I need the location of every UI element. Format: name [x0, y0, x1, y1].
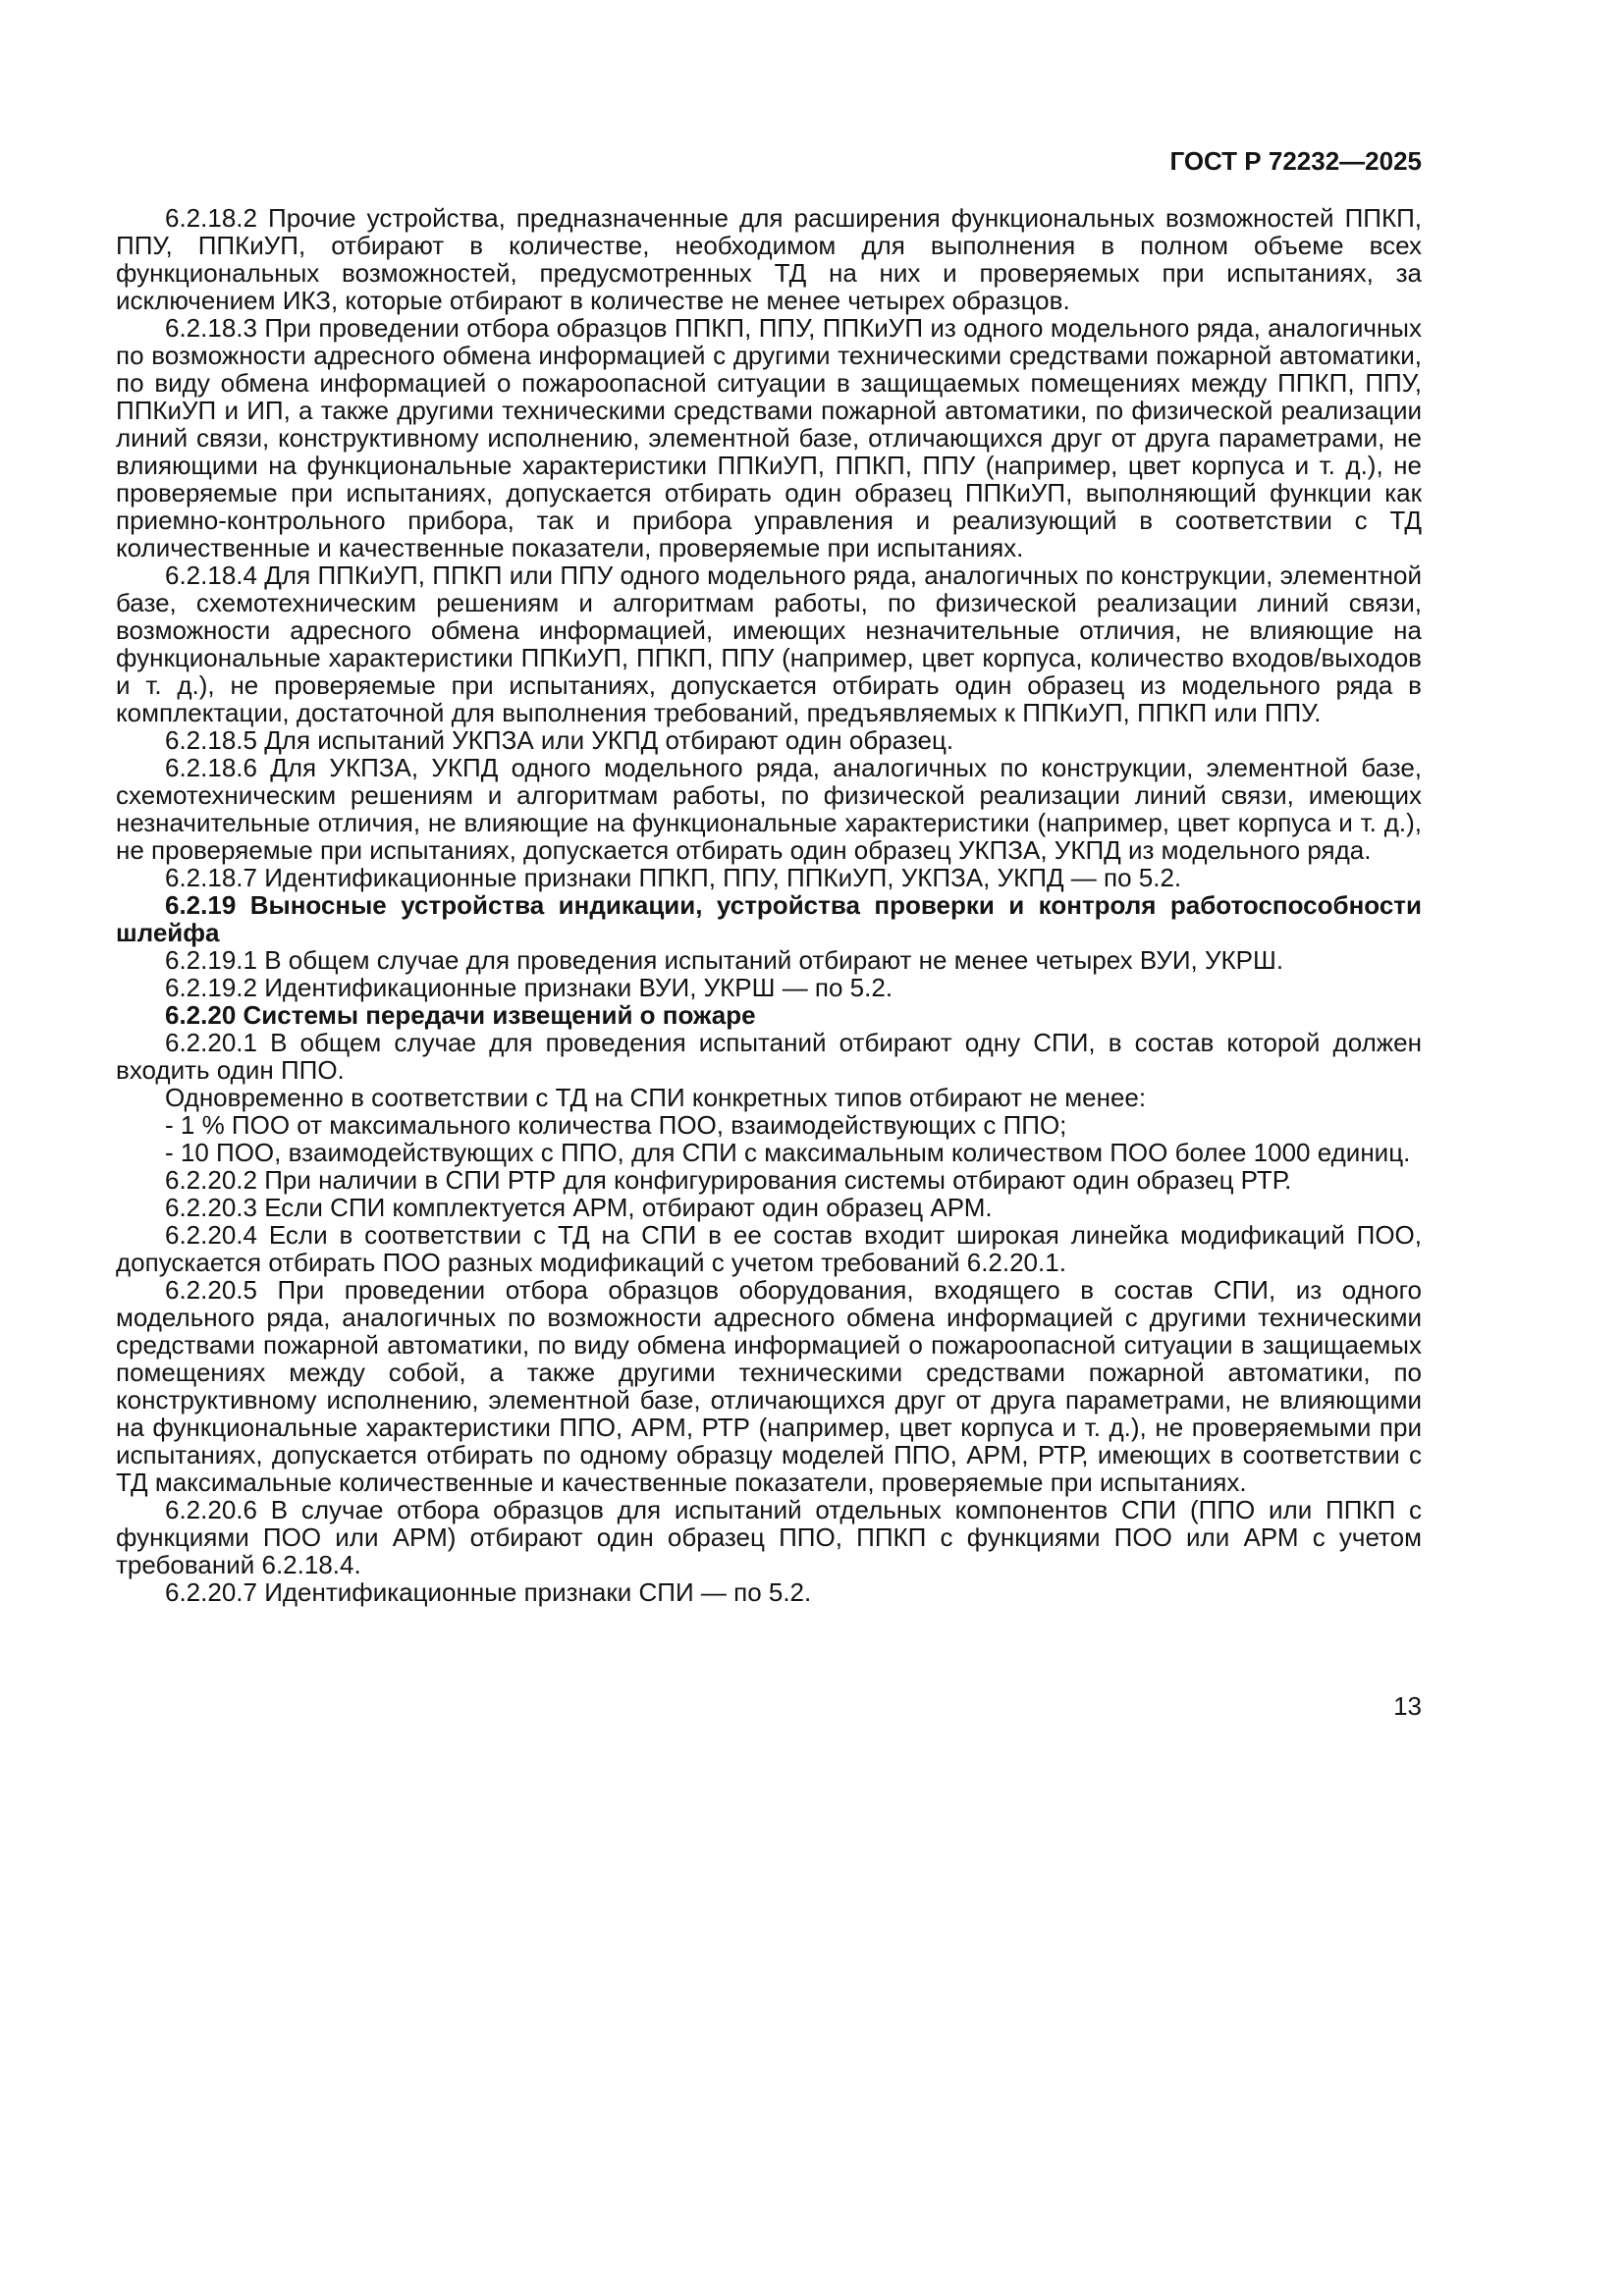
heading-6-2-19: 6.2.19 Выносные устройства индикации, устройства проверки и контроля работоспособности шлейфа: [116, 890, 1422, 947]
list-item-poo-percent: - 1 % ПОО от максимального количества ПОО, взаимодействующих с ППО;: [165, 1110, 1067, 1140]
heading-6-2-20: 6.2.20 Системы передачи извещений о пожаре: [165, 1000, 756, 1030]
paragraph-6-2-20-1: 6.2.20.1 В общем случае для проведения испытаний отбирают одну СПИ, в состав которой должен входить один ППО.: [116, 1028, 1422, 1085]
page-number: 13: [1393, 1691, 1422, 1721]
document-footer: [116, 1692, 1422, 1720]
paragraph-6-2-20-2: 6.2.20.2 При наличии в СПИ РТР для конфигурирования системы отбирают один образец РТР.: [165, 1165, 1292, 1195]
paragraph-6-2-20-4: 6.2.20.4 Если в соответствии с ТД на СПИ в ее состав входит широкая линейка модификаций ПОО, допускается отбирать ПОО разных модификаций с учетом требований 6.2.20.1.: [116, 1220, 1422, 1277]
paragraph-6-2-18-7: 6.2.18.7 Идентификационные признаки ППКП, ППУ, ППКиУП, УКПЗА, УКПД — по 5.2.: [165, 863, 1182, 892]
paragraph-6-2-18-2: 6.2.18.2 Прочие устройства, предназначенные для расширения функциональных возможностей ППКП, ППУ, ППКиУП, отбирают в количестве, необходимом для выполнения в полном объеме всех функциональных возможностей, предусмотренных ТД на них и проверяемых при испытаниях, за исключением ИКЗ, которые отбирают в количестве не менее четырех образцов.: [116, 203, 1422, 315]
document-body: [116, 204, 1422, 1606]
doc-number: ГОСТ Р 72232—2025: [1169, 146, 1422, 176]
paragraph-6-2-20-7: 6.2.20.7 Идентификационные признаки СПИ — по 5.2.: [165, 1577, 812, 1607]
paragraph-6-2-20-6: 6.2.20.6 В случае отбора образцов для испытаний отдельных компонентов СПИ (ППО или ППКП с функциями ПОО или АРМ) отбирают один образец ППО, ППКП с функциями ПОО или АРМ с учетом требований 6.2.18.4.: [116, 1495, 1422, 1579]
paragraph-6-2-20-3: 6.2.20.3 Если СПИ комплектуется АРМ, отбирают один образец АРМ.: [165, 1193, 993, 1222]
paragraph-6-2-18-4: 6.2.18.4 Для ППКиУП, ППКП или ППУ одного модельного ряда, аналогичных по конструкции, элементной базе, схемотехническим решениям и алгоритмам работы, по физической реализации линий связи, возможности адресного обмена информацией, имеющих незначительные отличия, не влияющие на функциональные характеристики ППКиУП, ППКП, ППУ (например, цвет корпуса, количество входов/выходов и т. д.), не проверяемые при испытаниях, допускается отбирать один образец из модельного ряда в комплектации, достаточной для выполнения требований, предъявляемых к ППКиУП, ППКП или ППУ.: [116, 561, 1422, 727]
paragraph-6-2-18-3: 6.2.18.3 При проведении отбора образцов ППКП, ППУ, ППКиУП из одного модельного ряда, аналогичных по возможности адресного обмена информацией с другими техническими средствами пожарной автоматики, по виду обмена информацией о пожароопасной ситуации в защищаемых помещениях между ППКП, ППУ, ППКиУП и ИП, а также другими техническими средствами пожарной автоматики, по физической реализации линий связи, конструктивному исполнению, элементной базе, отличающихся друг от друга параметрами, не влияющими на функциональные характеристики ППКиУП, ППКП, ППУ (например, цвет корпуса и т. д.), не проверяемые при испытаниях, допускается отбирать один образец ППКиУП, выполняющий функции как приемно-контрольного прибора, так и прибора управления и реализующий в соответствии с ТД количественные и качественные показатели, проверяемые при испытаниях.: [116, 313, 1422, 562]
document-header: [116, 147, 1422, 175]
page-content: [116, 147, 1422, 1720]
paragraph-6-2-20-5: 6.2.20.5 При проведении отбора образцов оборудования, входящего в состав СПИ, из одного модельного ряда, аналогичных по возможности адресного обмена информацией с другими техническими средствами пожарной автоматики, по виду обмена информацией о пожароопасной ситуации в защищаемых помещениях между собой, а также другими техническими средствами пожарной автоматики, по конструктивному исполнению, элементной базе, отличающихся друг от друга параметрами, не влияющими на функциональные характеристики ППО, АРМ, РТР (например, цвет корпуса и т. д.), не проверяемыми при испытаниях, допускается отбирать по одному образцу моделей ППО, АРМ, РТР, имеющих в соответствии с ТД максимальные количественные и качественные показатели, проверяемые при испытаниях.: [116, 1275, 1422, 1497]
paragraph-6-2-18-5: 6.2.18.5 Для испытаний УКПЗА или УКПД отбирают один образец.: [165, 725, 954, 755]
paragraph-6-2-19-2: 6.2.19.2 Идентификационные признаки ВУИ, УКРШ — по 5.2.: [165, 973, 893, 1002]
list-item-poo-count: - 10 ПОО, взаимодействующих с ППО, для СПИ с максимальным количеством ПОО более 1000 единиц.: [165, 1138, 1411, 1167]
paragraph-6-2-18-6: 6.2.18.6 Для УКПЗА, УКПД одного модельного ряда, аналогичных по конструкции, элементной базе, схемотехническим решениям и алгоритмам работы, по физической реализации линий связи, имеющих незначительные отличия, не влияющие на функциональные характеристики (например, цвет корпуса и т. д.), не проверяемые при испытаниях, допускается отбирать один образец УКПЗА, УКПД из модельного ряда.: [116, 753, 1422, 865]
paragraph-list-intro: Одновременно в соответствии с ТД на СПИ конкретных типов отбирают не менее:: [165, 1083, 1147, 1112]
paragraph-6-2-19-1: 6.2.19.1 В общем случае для проведения испытаний отбирают не менее четырех ВУИ, УКРШ.: [165, 945, 1284, 975]
